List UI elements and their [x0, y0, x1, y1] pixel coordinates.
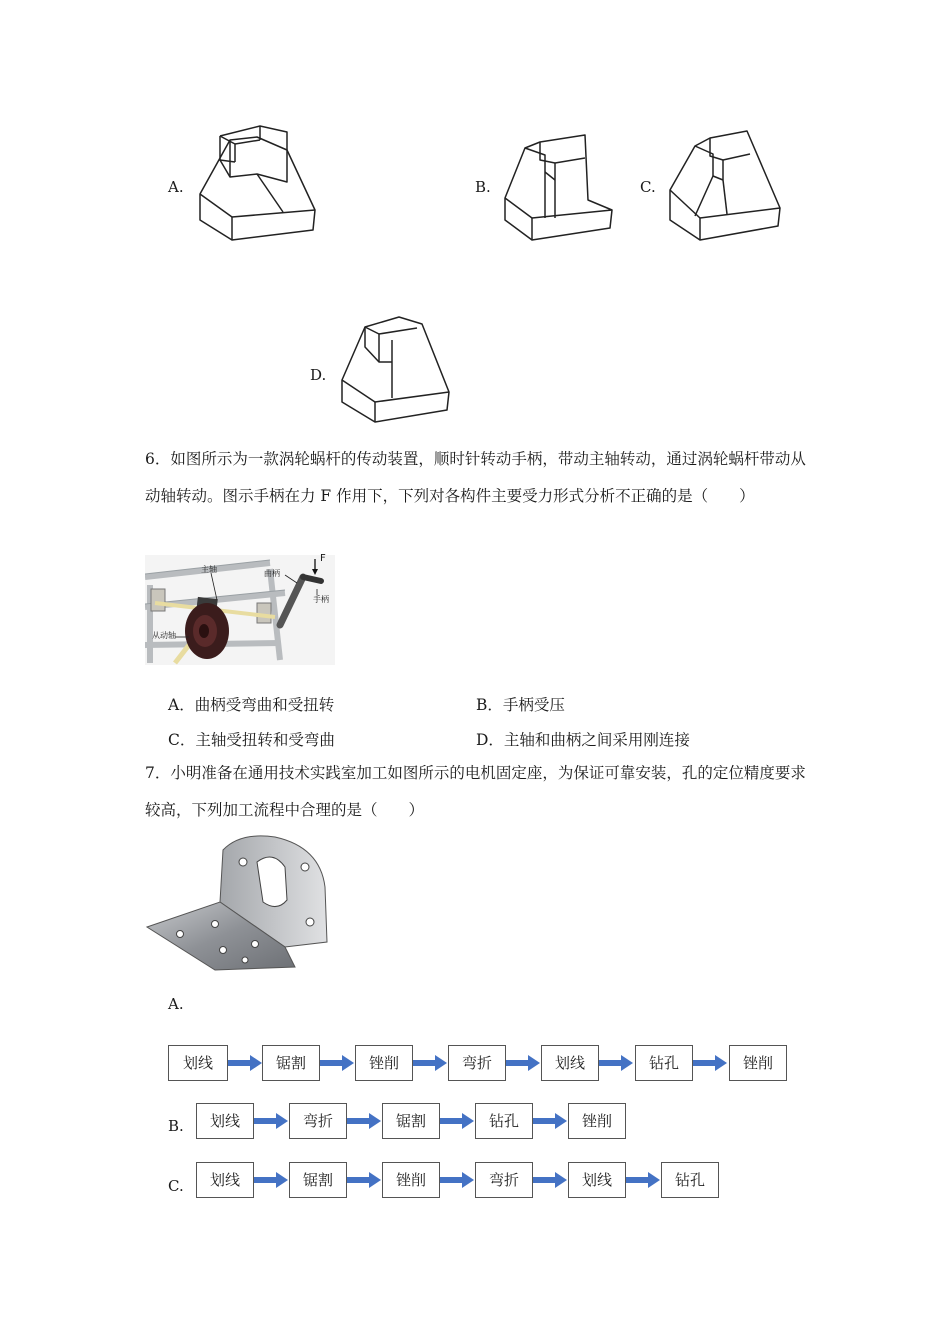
flow-arrow-icon	[533, 1113, 567, 1129]
option-c-drawing[interactable]	[665, 128, 785, 246]
flow-arrow-icon	[254, 1113, 288, 1129]
q7-option-a-label[interactable]: A.	[168, 995, 184, 1013]
question-6-text: 6．如图所示为一款涡轮蜗杆的传动装置，顺时针转动手柄，带动主轴转动，通过涡轮蜗杆带动从动轴转动。图示手柄在力 F 作用下，下列对各构件主要受力形式分析不正确的是（ ）	[145, 450, 806, 505]
flow-c-step: 钻孔	[661, 1162, 719, 1198]
option-c-label: C.	[640, 178, 656, 196]
q6-choice-d[interactable]: D．主轴和曲柄之间采用刚连接	[476, 731, 690, 749]
flow-c-step: 划线	[568, 1162, 626, 1198]
flow-a-step: 钻孔	[635, 1045, 693, 1081]
flow-b-step: 锉削	[568, 1103, 626, 1139]
flow-b[interactable]	[196, 1103, 636, 1141]
label-handle: 手柄	[313, 595, 329, 604]
flow-c-step: 锉削	[382, 1162, 440, 1198]
flow-c-step: 划线	[196, 1162, 254, 1198]
label-force: F	[320, 553, 326, 564]
option-d-label: D.	[310, 366, 327, 384]
flow-c-step: 弯折	[475, 1162, 533, 1198]
flow-arrow-icon	[599, 1055, 633, 1071]
flow-a-step: 锉削	[355, 1045, 413, 1081]
flow-arrow-icon	[228, 1055, 262, 1071]
flow-b-step: 划线	[196, 1103, 254, 1139]
flow-a-step: 锉削	[729, 1045, 787, 1081]
question-7-text: 7．小明准备在通用技术实践室加工如图所示的电机固定座，为保证可靠安装，孔的定位精度要求较高，下列加工流程中合理的是（ ）	[145, 764, 806, 819]
flow-arrow-icon	[440, 1172, 474, 1188]
flow-a-step: 弯折	[448, 1045, 506, 1081]
motor-mount-figure[interactable]	[145, 832, 330, 972]
worm-gear-figure[interactable]	[145, 555, 335, 665]
option-b-label: B.	[475, 178, 491, 196]
flow-b-step: 弯折	[289, 1103, 347, 1139]
flow-arrow-icon	[347, 1113, 381, 1129]
flow-arrow-icon	[440, 1113, 474, 1129]
flow-arrow-icon	[320, 1055, 354, 1071]
flow-a-step: 划线	[168, 1045, 228, 1081]
flow-arrow-icon	[693, 1055, 727, 1071]
flow-arrow-icon	[533, 1172, 567, 1188]
q6-choice-a[interactable]: A．曲柄受弯曲和受扭转	[168, 696, 335, 714]
option-a-drawing[interactable]	[195, 122, 320, 247]
q6-choice-c[interactable]: C．主轴受扭转和受弯曲	[168, 731, 335, 749]
label-main-shaft: 主轴	[201, 565, 217, 574]
flow-a-step: 锯割	[262, 1045, 320, 1081]
flow-a[interactable]	[168, 1045, 793, 1083]
flow-c-step: 锯割	[289, 1162, 347, 1198]
label-driven-shaft: 从动轴	[152, 631, 176, 640]
flow-arrow-icon	[506, 1055, 540, 1071]
q7-option-c-label[interactable]: C.	[168, 1177, 184, 1195]
q7-option-b-label[interactable]: B.	[168, 1117, 184, 1135]
option-a-label: A.	[168, 178, 184, 196]
option-d-drawing[interactable]	[337, 312, 455, 427]
flow-arrow-icon	[626, 1172, 660, 1188]
flow-arrow-icon	[413, 1055, 447, 1071]
flow-arrow-icon	[347, 1172, 381, 1188]
label-crank: 曲柄	[264, 569, 280, 578]
flow-b-step: 锯割	[382, 1103, 440, 1139]
flow-b-step: 钻孔	[475, 1103, 533, 1139]
flow-arrow-icon	[254, 1172, 288, 1188]
flow-c[interactable]	[196, 1162, 726, 1200]
option-b-drawing[interactable]	[500, 130, 615, 245]
q6-choice-b[interactable]: B．手柄受压	[476, 696, 565, 714]
flow-a-step: 划线	[541, 1045, 599, 1081]
